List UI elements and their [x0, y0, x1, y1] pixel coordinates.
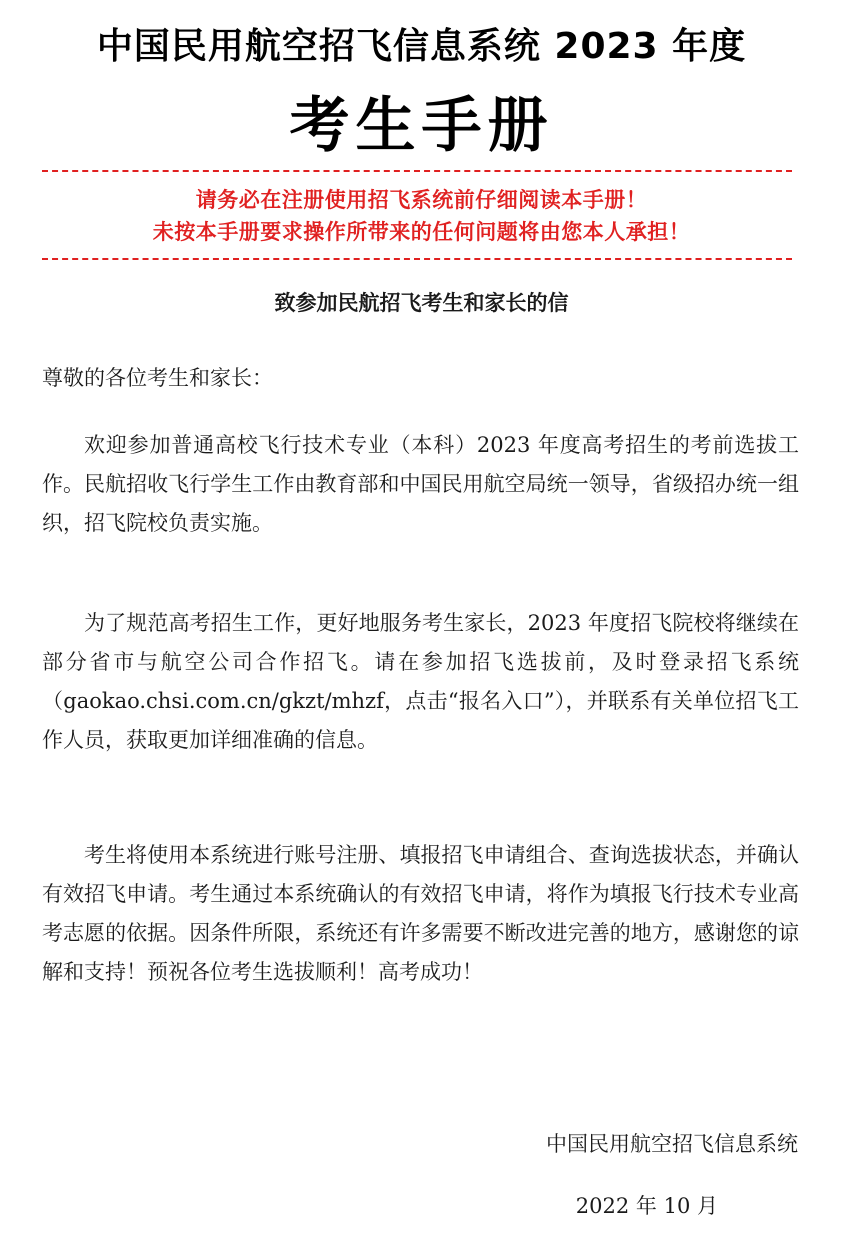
letter-paragraph-2: 为了规范高考招生工作，更好地服务考生家长，2023 年度招飞院校将继续在部分省市与航空公司合作招飞。请在参加招飞选拔前，及时登录招飞系统（gaokao.chsi.com.cn/gkzt/mhzf，点击“报名入口”），并联系有关单位招飞工作人员，获取更加详细准确的信息。	[42, 611, 799, 752]
letter-paragraph-3: 考生将使用本系统进行账号注册、填报招飞申请组合、查询选拔状态，并确认有效招飞申请。考生通过本系统确认的有效招飞申请，将作为填报飞行技术专业高考志愿的依据。因条件所限，系统还有许多需要不断改进完善的地方，感谢您的谅解和支持！预祝各位考生选拔顺利！高考成功！	[42, 843, 799, 984]
document-subtitle: 考生手册	[289, 91, 554, 161]
document-title: 中国民用航空招飞信息系统 2023 年度	[96, 26, 747, 67]
letter-greeting: 尊敬的各位考生和家长：	[42, 366, 273, 390]
letter-date: 2022 年 10 月	[575, 1194, 718, 1218]
warning-line-1: 请务必在注册使用招飞系统前仔细阅读本手册！	[195, 188, 648, 212]
letter-signature: 中国民用航空招飞信息系统	[546, 1132, 798, 1156]
warning-divider-top	[42, 170, 792, 172]
warning-divider-bottom	[42, 258, 792, 260]
letter-paragraph-1: 欢迎参加普通高校飞行技术专业（本科）2023 年度高考招生的考前选拔工作。民航招收飞行学生工作由教育部和中国民用航空局统一领导，省级招办统一组织，招飞院校负责实施。	[42, 433, 799, 535]
letter-title: 致参加民航招飞考生和家长的信	[274, 291, 569, 315]
warning-line-2: 未按本手册要求操作所带来的任何问题将由您本人承担！	[152, 220, 691, 244]
